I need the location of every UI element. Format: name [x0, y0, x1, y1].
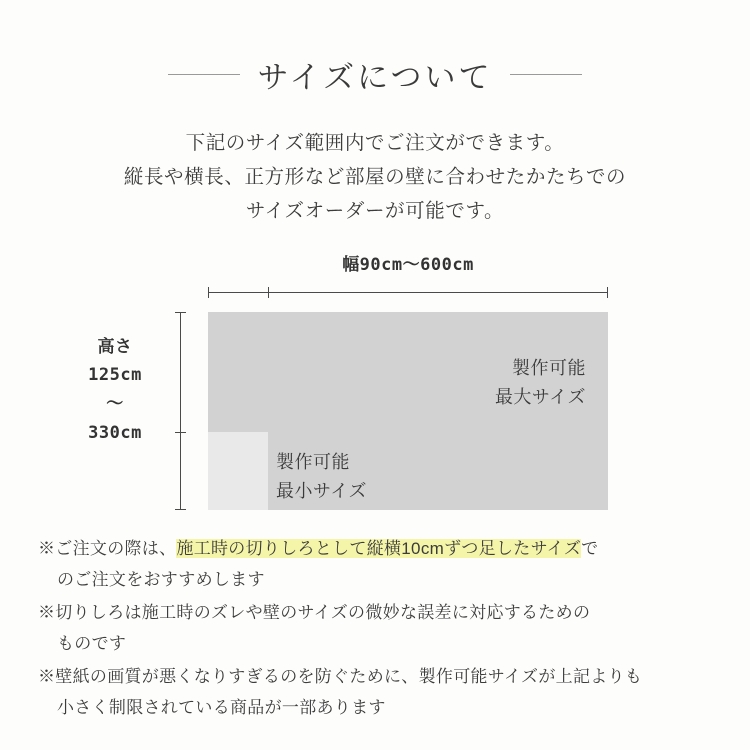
height-label-caption: 高さ	[97, 337, 133, 356]
diagram-height-label	[60, 332, 170, 448]
lead-paragraph	[0, 126, 750, 228]
height-label-max: 330cm	[88, 423, 142, 443]
size-diagram	[0, 250, 750, 530]
title-rule-right	[510, 74, 582, 75]
min-size-label-line-1: 製作可能	[276, 452, 350, 472]
lead-line-3: サイズオーダーが可能です。	[245, 200, 505, 222]
lead-line-2: 縦長や横長、正方形など部屋の壁に合わせたかたちでの	[123, 166, 627, 188]
height-tick-top	[175, 312, 186, 313]
note-2-line-1: ※切りしろは施工時のズレや壁のサイズの微妙な誤差に対応するための	[38, 603, 591, 622]
note-3	[38, 661, 728, 723]
note-3-line-1: ※壁紙の画質が悪くなりすぎるのを防ぐために、製作可能サイズが上記よりも	[38, 667, 643, 686]
height-label-separator: 〜	[106, 394, 124, 414]
note-1-line-1	[38, 533, 728, 564]
note-1-highlight: 施工時の切りしろとして縦横10cmずつ足したサイズ	[176, 539, 582, 558]
max-size-label-line-2: 最大サイズ	[494, 387, 586, 407]
note-2-line-2: ものです	[57, 634, 127, 653]
note-3-line-2: 小さく制限されている商品が一部あります	[57, 698, 386, 717]
notes-section	[38, 533, 728, 725]
diagram-width-label: 幅90cm〜600cm	[342, 255, 474, 275]
height-tick-bottom	[175, 509, 186, 510]
note-1	[38, 533, 728, 595]
min-size-rectangle	[208, 432, 268, 510]
page-title-row	[0, 52, 750, 97]
title-rule-left	[168, 74, 240, 75]
note-1-line-2: のご注文をおすすめします	[57, 570, 265, 589]
note-1-prefix: ※ご注文の際は、	[38, 539, 177, 558]
max-size-rectangle	[208, 312, 608, 510]
height-label-min: 125cm	[88, 365, 142, 385]
width-tick-middle	[268, 287, 269, 298]
width-tick-left	[208, 287, 209, 298]
width-dimension-line	[208, 292, 608, 293]
max-size-label-line-1: 製作可能	[512, 358, 586, 378]
max-size-label	[495, 354, 586, 412]
height-tick-middle	[175, 432, 186, 433]
min-size-label	[276, 448, 367, 506]
height-dimension-line	[180, 312, 181, 510]
page-title: サイズについて	[257, 60, 493, 95]
min-size-label-line-2: 最小サイズ	[276, 481, 368, 501]
note-1-suffix: で	[581, 539, 599, 558]
lead-line-1: 下記のサイズ範囲内でご注文ができます。	[185, 132, 565, 154]
width-tick-right	[607, 287, 608, 298]
note-2	[38, 597, 728, 659]
